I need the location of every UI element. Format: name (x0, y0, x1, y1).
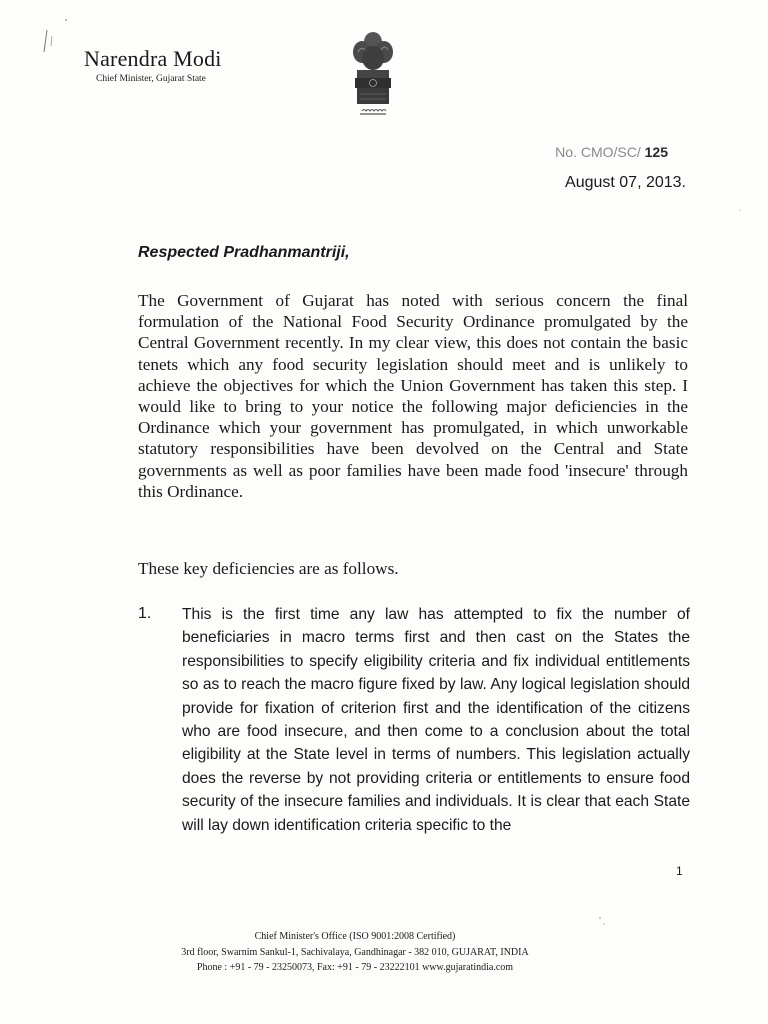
state-emblem-icon (348, 28, 398, 120)
sender-title: Chief Minister, Gujarat State (96, 74, 206, 84)
sender-name: Narendra Modi (84, 46, 222, 71)
letter-date: August 07, 2013. (565, 174, 686, 191)
footer-office: Chief Minister's Office (ISO 9001:2008 Certified) (254, 931, 456, 942)
reference-serial: 125 (644, 144, 668, 160)
salutation: Respected Pradhanmantriji, (138, 244, 350, 261)
list-item-text: This is the first time any law has attempted to fix the number of beneficiaries in macro terms first and then cast on the States the responsibilities to specify eligibility criteria and fix individual entitlements so as to reach the macro figure fixed by law. Any logical legislation should provide for fixation of criterion first and the identification of the citizens who are food insecure, and then come to a conclusion about the total eligibility at the State level in terms of numbers. This legislation actually does the reverse by not providing criteria or entitlements to ensure food security of the insecure families and individuals. It is clear that each State will lay down identification criteria specific to the (182, 606, 690, 834)
body-paragraph-1: The Government of Gujarat has noted with serious concern the final formulation of the National Food Security Ordinance promulgated by the Central Government recently. In my clear view, this does not contain the basic tenets which any food security legislation should meet and is unlikely to achieve the objectives for which the Union Government has taken this step. I would like to bring to your notice the following major deficiencies in the Ordinance which your government has promulgated, in which unworkable statutory responsibilities have been devolved on the Central and State governments as well as poor families have been made food 'insecure' through this Ordinance. (138, 291, 688, 501)
footer (140, 929, 570, 976)
reference-prefix: No. CMO/SC/ (555, 144, 641, 160)
page-number: 1 (676, 864, 683, 878)
body-paragraph-2: These key deficiencies are as follows. (138, 559, 399, 578)
list-item-number: 1. (138, 605, 152, 622)
footer-contact: Phone : +91 - 79 - 23250073, Fax: +91 - 79 - 23222101 www.gujaratindia.com (196, 962, 514, 973)
footer-address: 3rd floor, Swarnim Sankul-1, Sachivalaya, Gandhinagar - 382 010, GUJARAT, INDIA (181, 946, 529, 958)
reference-number (555, 144, 668, 160)
